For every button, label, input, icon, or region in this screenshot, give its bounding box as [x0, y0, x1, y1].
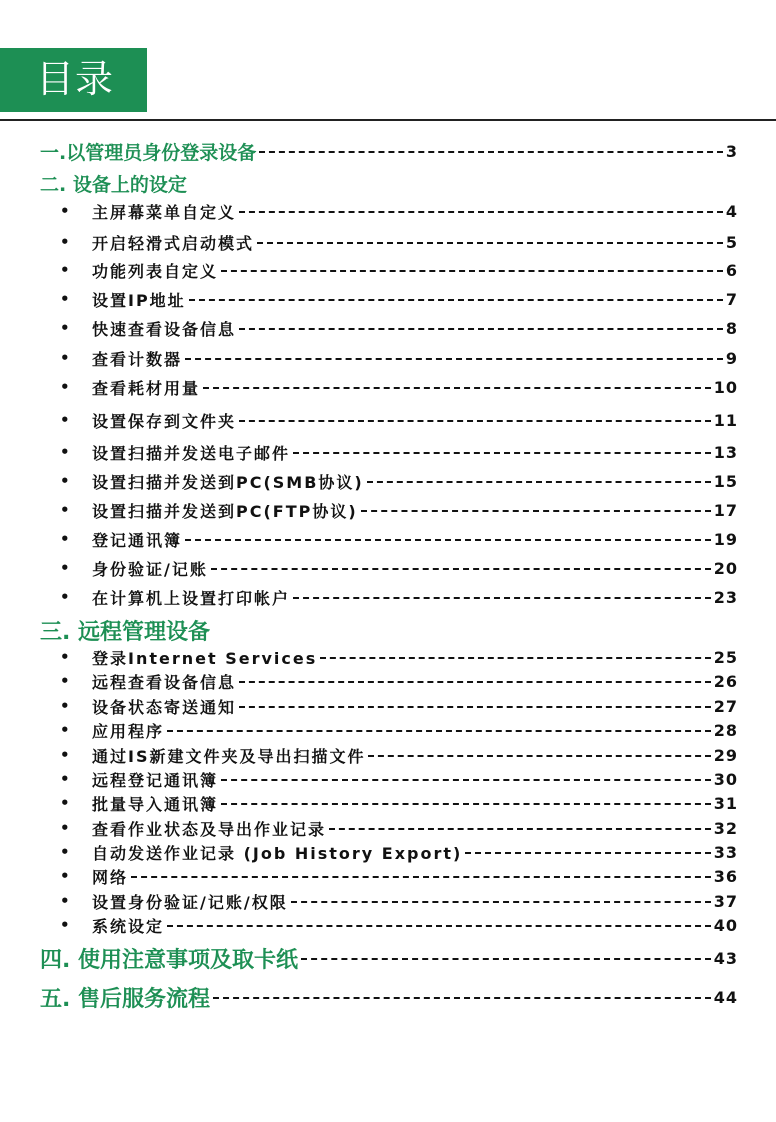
dotted-leader [239, 420, 711, 422]
toc-entry-label: 远程登记通讯簿 [92, 770, 219, 790]
toc-page-number: 20 [713, 558, 738, 578]
dotted-leader [185, 539, 711, 541]
toc-page-number: 44 [713, 987, 738, 1007]
toc-page-number: 33 [713, 842, 738, 862]
toc-section[interactable] [40, 138, 738, 164]
toc-entry[interactable] [60, 863, 738, 889]
dotted-leader [239, 681, 711, 683]
dotted-leader [167, 925, 711, 927]
bullet-icon: • [60, 770, 70, 788]
toc-page-number: 40 [713, 915, 738, 935]
dotted-leader [221, 270, 723, 272]
toc-entry[interactable] [60, 888, 738, 914]
toc-entry[interactable] [60, 790, 738, 816]
bullet-icon: • [60, 892, 70, 910]
bullet-icon: • [60, 411, 70, 429]
toc-page-number: 19 [713, 529, 738, 549]
toc-page-number: 28 [713, 720, 738, 740]
toc-entry-label: 登记通讯簿 [92, 530, 183, 550]
toc-entry-label: 通过IS新建文件夹及导出扫描文件 [92, 746, 366, 766]
toc-entry-label: 身份验证/记账 [92, 559, 208, 579]
toc-entry[interactable] [60, 555, 738, 581]
toc-page-number: 5 [725, 232, 738, 252]
toc-section[interactable] [40, 984, 738, 1010]
bullet-icon: • [60, 233, 70, 251]
dotted-leader [293, 597, 711, 599]
toc-page-number: 29 [713, 745, 738, 765]
dotted-leader [291, 901, 711, 903]
bullet-icon: • [60, 672, 70, 690]
toc-entry-label: 一.以管理员身份登录设备 [40, 141, 257, 164]
toc-entry[interactable] [60, 345, 738, 371]
toc-page-number: 9 [725, 348, 738, 368]
toc-page-number: 32 [713, 818, 738, 838]
bullet-icon: • [60, 648, 70, 666]
toc-entry-label: 三. 远程管理设备 [40, 619, 211, 645]
dotted-leader [189, 299, 723, 301]
toc-entry-label: 自动发送作业记录 (Job History Export) [92, 843, 463, 863]
toc-entry-label: 设置IP地址 [92, 290, 186, 310]
toc-entry[interactable] [60, 839, 738, 865]
toc-entry[interactable] [60, 644, 738, 670]
dotted-leader [301, 958, 711, 960]
bullet-icon: • [60, 916, 70, 934]
bullet-icon: • [60, 843, 70, 861]
toc-entry-label: 在计算机上设置打印帐户 [92, 588, 291, 608]
dotted-leader [239, 328, 723, 330]
toc-page-number: 17 [713, 500, 738, 520]
toc-entry[interactable] [60, 468, 738, 494]
bullet-icon: • [60, 378, 70, 396]
toc-entry[interactable] [60, 198, 738, 224]
toc-entry[interactable] [60, 584, 738, 610]
bullet-icon: • [60, 319, 70, 337]
bullet-icon: • [60, 501, 70, 519]
dotted-leader [465, 852, 710, 854]
toc-entry[interactable] [60, 286, 738, 312]
toc-page-number: 36 [713, 866, 738, 886]
toc-section[interactable] [40, 617, 738, 643]
dotted-leader [368, 755, 710, 757]
toc-page-number: 23 [713, 587, 738, 607]
toc-page-number: 26 [713, 671, 738, 691]
toc-page-number: 4 [725, 201, 738, 221]
dotted-leader [329, 828, 711, 830]
toc-page-number: 43 [713, 948, 738, 968]
toc-entry-label: 二. 设备上的设定 [40, 173, 187, 196]
bullet-icon: • [60, 472, 70, 490]
toc-title-tab [0, 48, 147, 112]
toc-entry[interactable] [60, 766, 738, 792]
toc-entry[interactable] [60, 374, 738, 400]
toc-page-number: 37 [713, 891, 738, 911]
bullet-icon: • [60, 819, 70, 837]
header-divider [0, 119, 776, 121]
toc-entry-label: 批量导入通讯簿 [92, 794, 219, 814]
dotted-leader [239, 211, 723, 213]
toc-entry[interactable] [60, 526, 738, 552]
dotted-leader [259, 151, 723, 153]
dotted-leader [221, 779, 711, 781]
toc-page-number: 31 [713, 793, 738, 813]
bullet-icon: • [60, 867, 70, 885]
toc-entry[interactable] [60, 815, 738, 841]
toc-entry[interactable] [60, 439, 738, 465]
dotted-leader [239, 706, 711, 708]
toc-entry-label: 查看耗材用量 [92, 378, 201, 398]
toc-page-number: 6 [725, 260, 738, 280]
page-title: 目录 [36, 57, 115, 101]
toc-entry[interactable] [60, 257, 738, 283]
bullet-icon: • [60, 443, 70, 461]
toc-entry-label: 设置扫描并发送到PC(SMB协议) [92, 472, 364, 492]
dotted-leader [320, 657, 710, 659]
toc-entry-label: 四. 使用注意事项及取卡纸 [40, 947, 299, 973]
toc-page-number: 25 [713, 647, 738, 667]
toc-entry-label: 设置扫描并发送电子邮件 [92, 443, 291, 463]
toc-entry-label: 查看计数器 [92, 349, 183, 369]
toc-entry-label: 远程查看设备信息 [92, 672, 237, 692]
toc-entry[interactable] [60, 693, 738, 719]
dotted-leader [221, 803, 711, 805]
toc-section[interactable] [40, 945, 738, 971]
dotted-leader [361, 510, 711, 512]
toc-entry-label: 设置扫描并发送到PC(FTP协议) [92, 501, 358, 521]
toc-entry-label: 五. 售后服务流程 [40, 986, 211, 1012]
toc-entry-label: 主屏幕菜单自定义 [92, 202, 237, 222]
dotted-leader [185, 358, 723, 360]
toc-entry[interactable] [60, 912, 738, 938]
bullet-icon: • [60, 721, 70, 739]
toc-entry-label: 开启轻滑式启动模式 [92, 233, 255, 253]
dotted-leader [203, 387, 711, 389]
bullet-icon: • [60, 530, 70, 548]
toc-entry-label: 网络 [92, 867, 129, 887]
toc-entry[interactable] [60, 229, 738, 255]
bullet-icon: • [60, 697, 70, 715]
toc-page-number: 10 [713, 377, 738, 397]
bullet-icon: • [60, 794, 70, 812]
bullet-icon: • [60, 559, 70, 577]
toc-entry[interactable] [60, 407, 738, 433]
bullet-icon: • [60, 290, 70, 308]
toc-entry-label: 设置身份验证/记账/权限 [92, 892, 288, 912]
toc-entry-label: 系统设定 [92, 916, 165, 936]
bullet-icon: • [60, 746, 70, 764]
bullet-icon: • [60, 202, 70, 220]
toc-entry-label: 登录Internet Services [92, 648, 318, 668]
toc-page-number: 11 [713, 410, 738, 430]
dotted-leader [213, 997, 711, 999]
toc-page-number: 8 [725, 318, 738, 338]
toc-page-number: 13 [713, 442, 738, 462]
dotted-leader [131, 876, 711, 878]
toc-entry-label: 设置保存到文件夹 [92, 411, 237, 431]
toc-page-number: 3 [725, 141, 738, 161]
toc-entry[interactable] [60, 717, 738, 743]
toc-entry-label: 快速查看设备信息 [92, 319, 237, 339]
bullet-icon: • [60, 588, 70, 606]
bullet-icon: • [60, 349, 70, 367]
toc-entry[interactable] [60, 497, 738, 523]
toc-page-number: 27 [713, 696, 738, 716]
toc-section[interactable] [40, 170, 738, 196]
dotted-leader [167, 730, 711, 732]
dotted-leader [211, 568, 711, 570]
toc-entry-label: 功能列表自定义 [92, 261, 219, 281]
toc-entry[interactable] [60, 668, 738, 694]
dotted-leader [293, 452, 711, 454]
toc-entry-label: 设备状态寄送通知 [92, 697, 237, 717]
toc-page-number: 15 [713, 471, 738, 491]
toc-entry[interactable] [60, 315, 738, 341]
dotted-leader [257, 242, 723, 244]
bullet-icon: • [60, 261, 70, 279]
dotted-leader [367, 481, 711, 483]
toc-entry[interactable] [60, 742, 738, 768]
toc-entry-label: 查看作业状态及导出作业记录 [92, 819, 327, 839]
toc-entry-label: 应用程序 [92, 721, 165, 741]
toc-page-number: 30 [713, 769, 738, 789]
toc-page-number: 7 [725, 289, 738, 309]
